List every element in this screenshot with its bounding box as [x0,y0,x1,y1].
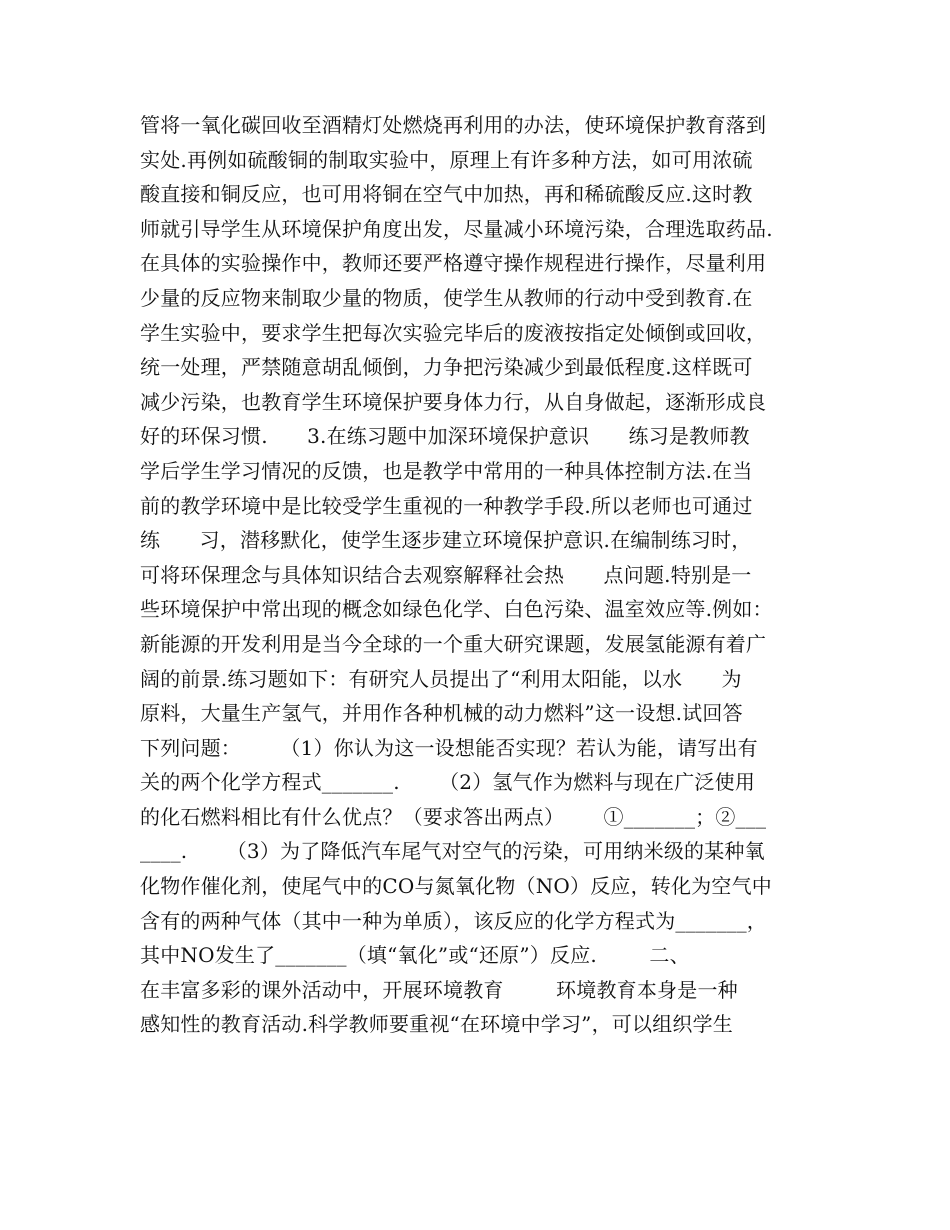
text-line: 少量的反应物来制取少量的物质，使学生从教师的行动中受到教育.在 [140,285,753,310]
text-line: ____. （3）为了降低汽车尾气对空气的污染，可用纳米级的某种氧 [140,839,765,864]
text-line: 关的两个化学方程式_______. （2）氢气作为燃料与现在广泛使用 [140,770,756,795]
text-line: 管将一氧化碳回收至酒精灯处燃烧再利用的办法，使环境保护教育落到 [140,113,767,137]
text-line: 化物作催化剂，使尾气中的CO与氮氧化物（NO）反应，转化为空气中 [140,874,772,899]
text-line: 可将环保理念与具体知识结合去观察解释社会热 点问题.特别是一 [140,562,752,587]
text-line: 实处.再例如硫酸铜的制取实验中，原理上有许多种方法，如可用浓硫 [140,147,753,172]
text-line: 前的教学环境中是比较受学生重视的一种教学手段.所以老师也可通过 [140,493,753,518]
text-line: 学生实验中，要求学生把每次实验完毕后的废液按指定处倾倒或回收， [140,320,767,345]
text-line: 在具体的实验操作中，教师还要严格遵守操作规程进行操作，尽量利用 [140,251,767,276]
text-line: 在丰富多彩的课外活动中，开展环境教育 环境教育本身是一种 [140,977,738,1002]
text-line: 其中NO发生了_______（填“氧化”或“还原”）反应. 二、 [140,943,690,968]
text-line: 减少污染，也教育学生环境保护要身体力行，从自身做起，逐渐形成良 [140,389,767,414]
text-line: 的化石燃料相比有什么优点？（要求答出两点） ①_______；②___ [140,804,767,829]
text-line: 学后学生学习情况的反馈，也是教学中常用的一种具体控制方法.在当 [140,458,753,483]
text-line: 下列问题： （1）你认为这一设想能否实现？若认为能，请写出有 [140,735,758,760]
text-line: 原料，大量生产氢气，并用作各种机械的动力燃料”这一设想.试回答 [140,701,743,726]
text-line: 师就引导学生从环境保护角度出发，尽量减小环境污染，合理选取药品. [140,216,773,241]
text-line: 练 习，潜移默化，使学生逐步建立环境保护意识.在编制练习时， [140,528,752,553]
text-line: 统一处理，严禁随意胡乱倾倒，力争把污染减少到最低程度.这样既可 [140,355,753,380]
text-line: 感知性的教育活动.科学教师要重视“在环境中学习”，可以组织学生 [140,1012,734,1037]
text-line: 新能源的开发利用是当今全球的一个重大研究课题，发展氢能源有着广 [140,631,767,656]
text-line: 些环境保护中常出现的概念如绿色化学、白色污染、温室效应等.例如： [140,597,773,622]
text-line: 含有的两种气体（其中一种为单质），该反应的化学方程式为_______， [140,908,767,933]
text-line: 好的环保习惯. 3.在练习题中加深环境保护意识 练习是教师教 [140,424,750,449]
text-line: 酸直接和铜反应，也可用将铜在空气中加热，再和稀硫酸反应.这时教 [140,182,753,207]
text-line: 阔的前景.练习题如下：有研究人员提出了“利用太阳能，以水 为 [140,666,742,691]
body-text [140,108,820,1042]
